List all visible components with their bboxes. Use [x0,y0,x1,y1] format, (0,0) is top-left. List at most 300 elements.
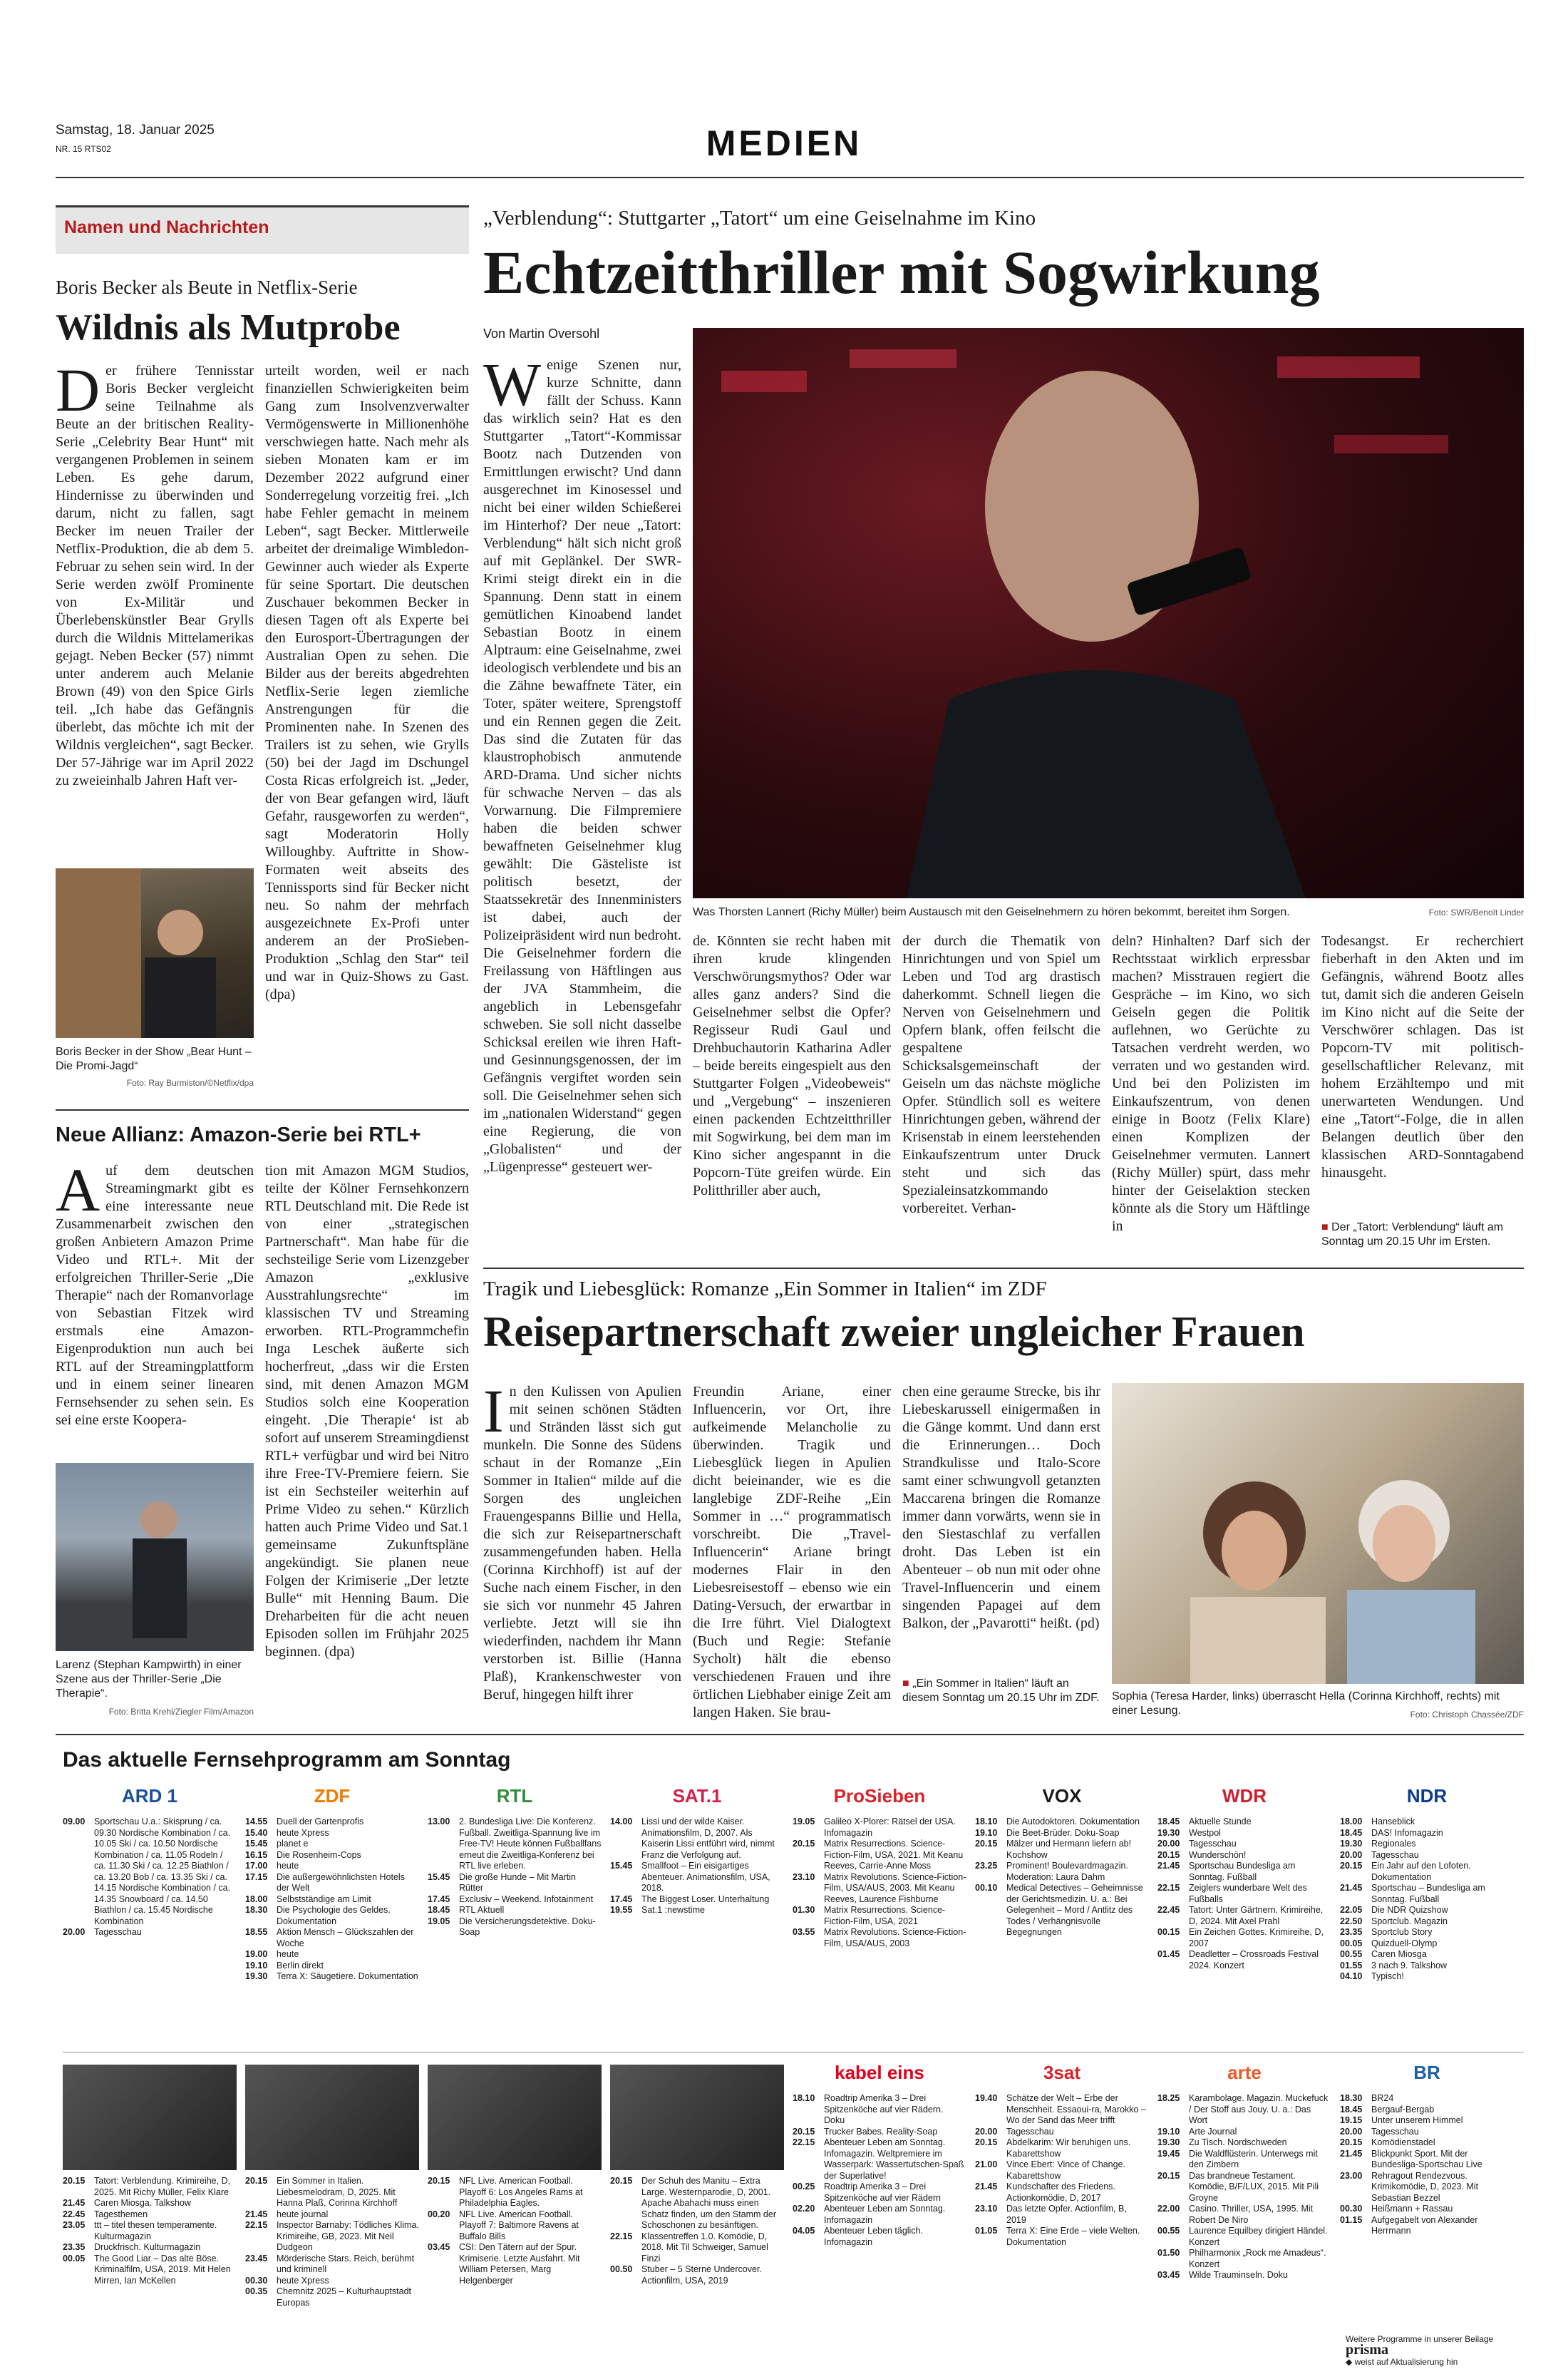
amazon-text-1: uf dem deutschen Streamingmarkt gibt es eine interessante neue Zusammenarbeit zwischen den großen Anbietern Amazon Prime Video und RTL+. Mit der erfolgreichen Thriller-Serie „Die Therapie“ nach der Romanvorlage von Sebastian Fitzek wird erstmals eine Amazon-Eigenproduktion nun auch bei RTL auf der Streamingplattform und in einem seiner linearen Fernsehsender zu sehen sein. Es sei eine erste Koopera- [56,1163,254,1428]
tv-listing-title: Das letzte Opfer. Actionfilm, B, 2019 [1006,2204,1127,2225]
tv-listing-row [428,2242,602,2286]
tv-listing-title: BR24 [1371,2093,1394,2103]
tv-listing-title: Typisch! [1371,1971,1404,1981]
tv-listing-title: Deadletter – Crossroads Festival 2024. Konzert [1189,1949,1319,1970]
tv-listing-time: 22.50 [1340,1916,1363,1926]
tv-listing-row [1157,2226,1331,2248]
tv-listing-title: Tagesschau [1006,2126,1054,2137]
tv-listing-time: 19.30 [1340,1839,1363,1849]
tv-listing-time: 23.10 [793,1871,815,1882]
header-rule [56,177,1524,178]
tv-listing-title: 2. Bundesliga Live: Die Konferenz. Fußball. Zweitliga-Spannung live im Free-TV! Heute können Fußballfans erneut die Zweitliga-Konferenz bei RTL live erleben. [459,1817,602,1871]
becker-kicker: Boris Becker als Beute in Netflix-Serie [56,277,358,298]
main-divider [483,1268,1524,1269]
tv-listing-row [1340,1961,1514,1972]
tv-listing-row [975,1828,1149,1839]
left-divider [56,1109,469,1111]
tv-listing-title: Unter unserem Himmel [1371,2115,1463,2125]
tv-listing-time: 23.35 [1340,1927,1363,1937]
tv-listing-row [1157,2127,1331,2138]
tv-listing-row [793,2204,966,2226]
sommer-photo-art [1112,1383,1524,1684]
becker-photo-art [56,868,254,1038]
tv-listing-row [1157,1817,1331,1828]
tv-listing-time: 00.20 [428,2209,450,2219]
tv-listing-row [1340,1905,1514,1916]
tatort-note: ■ Der „Tatort: Verblendung“ läuft am Sonntag um 20.15 Uhr im Ersten. [1321,1221,1504,1248]
tv-listing-row [1340,2171,1514,2204]
tv-listing-time: 21.45 [975,2182,998,2192]
tv-listing-row [63,1927,237,1938]
tv-listing-title: heute Xpress [277,1827,329,1838]
tatort-col-4 [1112,932,1310,1259]
tv-listing-row [610,1817,784,1861]
tv-listing-time: 18.10 [793,2093,815,2103]
tv-listing-time: 00.35 [245,2286,268,2296]
tv-listing-row [1340,2127,1514,2138]
section-title: MEDIEN [706,123,862,163]
tv-channel-column [975,2059,1149,2365]
tv-listing-row [245,1905,419,1927]
amazon-text-2: tion mit Amazon MGM Studios, teilte der Kölner Fernsehkonzern RTL Deutschland mit. Die Rede ist von einer „strategischen Partnerschaft“. Man habe für die sechsteilige Serie vom Lizenzgeber Amazon „exklusive Ausstrahlungsrechte“ im klassischen TV und Streaming erworben. RTL-Programmchefin Inga Leschek äußerte sich hocherfreut, „dass wir die Ersten sind, mit denen Amazon MGM Studios solch eine Kooperation eingeht. ‚Die Therapie‘ ist ab sofort auf unserem Streamingdienst RTL+ verfügbar und wird bei Nitro ihre Free-TV-Premiere feiern. Sie ist ein Sechsteiler weiterhin auf Prime Video zu sehen.“ Kürzlich hatten auch Prime Video und Sat.1 gemeinsame Zukunftspläne angekündigt. Sie planen neue Folgen der Krimiserie „Der letzte Bulle“ mit Henning Baum. Die Dreharbeiten für die acht neuen Episoden sollen im Frühjahr 2025 beginnen. (dpa) [265,1163,469,1660]
tv-listing-row [1340,2093,1514,2105]
tv-listing-title: Die Versicherungsdetektive. Doku-Soap [459,1916,596,1937]
tv-listing-row [428,1905,602,1916]
tv-listing-time: 19.30 [1157,2137,1180,2147]
tv-listing-row [245,2276,419,2287]
tv-listing-time: 20.00 [1340,2126,1363,2137]
tv-listing-title: Komödienstadel [1371,2137,1435,2147]
tv-listing-time: 21.00 [975,2159,998,2169]
tv-listing-row [245,1971,419,1983]
tv-listing-time: 15.45 [245,1839,268,1849]
tv-listing-row [245,2254,419,2276]
tv-listing-row [63,2220,237,2242]
tv-listing-time: 19.30 [1157,1827,1180,1838]
tatort-note-text: Der „Tatort: Verblendung“ läuft am Sonntag um 20.15 Uhr im Ersten. [1321,1221,1504,1248]
tv-listing-row [245,1850,419,1861]
tv-listing-title: Sportclub. Magazin [1371,1916,1448,1926]
tv-listing-row [245,1961,419,1972]
tv-listing-row [1157,2093,1331,2127]
tv-listing-title: Trucker Babes. Reality-Soap [824,2126,938,2137]
tv-listing-time: 00.05 [63,2253,86,2264]
tv-listing-row [1340,1883,1514,1905]
channel-logo: kabel eins [835,2062,924,2084]
tv-listing-title: Rehragout Rendezvous. Krimikomödie, D, 2023. Mit Sebastian Bezzel [1371,2170,1479,2203]
tv-listing-title: Blickpunkt Sport. Mit der Bundesliga-Sportschau Live [1371,2148,1482,2169]
tv-listing-row [975,2182,1149,2204]
tv-channel-column [245,2059,419,2365]
tv-channel-column [1340,1782,1514,2046]
tv-listing-title: Mörderische Stars. Reich, berühmt und kriminell [277,2253,415,2274]
tv-listing-time: 20.15 [793,2126,815,2137]
tv-listing-title: Wilde Trauminseln. Doku [1189,2270,1288,2280]
tv-listing-title: Ein Sommer in Italien. Liebesmelodram, D, 2025. Mit Hanna Plaß, Corinna Kirchhoff [277,2176,398,2208]
tatort-col-2 [693,932,891,1259]
tv-listing-time: 22.15 [793,2137,815,2147]
tv-listing-row [63,2254,237,2287]
tv-listing-time: 23.35 [63,2242,86,2252]
channel-logo: arte [1227,2062,1262,2084]
tv-listing-time: 18.45 [1340,1827,1363,1838]
channel-logo: RTL [496,1785,533,1807]
tv-listing-title: Tagesschau [1189,1839,1237,1849]
sommer-kicker: Tragik und Liebesglück: Romanze „Ein Sommer in Italien“ im ZDF [483,1278,1047,1300]
tv-listing-title: Matrix Resurrections. Science-Fiction-Film, USA, 2021 [824,1905,946,1926]
tv-listing-title: Zeiglers wunderbare Welt des Fußballs [1189,1883,1307,1904]
tv-listing-row [793,1817,966,1839]
tv-listing-time: 15.45 [428,1871,450,1882]
tv-listing-row [793,2226,966,2248]
tv-listing-title: heute journal [277,2209,329,2219]
tv-listing-title: Quizduell-Olymp [1371,1938,1438,1948]
tv-listing-row [610,2231,784,2265]
sommer-headline: Reisepartnerschaft zweier ungleicher Frauen [483,1308,1305,1355]
tv-listing-time: 19.30 [245,1971,268,1981]
tv-listing-title: Chemnitz 2025 – Kulturhauptstadt Europas [277,2286,412,2308]
tv-listing-row [793,1839,966,1872]
tv-listing-title: Philharmonix „Rock me Amadeus“. Konzert [1189,2248,1326,2269]
sommer-col-3 [902,1383,1100,1675]
tv-listing-row [1340,1916,1514,1928]
tatort-dropcap: W [483,356,542,418]
amazon-credit: Foto: Britta Krehl/Ziegler Film/Amazon [108,1707,254,1717]
tv-listing-row [1340,1828,1514,1839]
tv-channel-column [1157,1782,1331,2046]
becker-col-1 [56,362,254,860]
tv-listing-title: Das brandneue Testament. Komödie, B/F/LUX, 2015. Mit Pili Groyne [1189,2170,1319,2203]
tv-listing-time: 21.45 [1340,2148,1363,2159]
tv-listing-time: 20.00 [975,2126,998,2137]
tv-listing-title: The Good Liar – Das alte Böse. Kriminalfilm, USA, 2019. Mit Helen Mirren, Ian McKellen [94,2253,231,2286]
tv-listing-time: 19.10 [975,1827,998,1838]
tv-listing-title: Caren Miosga [1371,1949,1427,1959]
tv-listing-row [1340,1839,1514,1850]
tatort-author: Von Martin Oversohl [483,327,600,341]
sommer-photo [1112,1383,1524,1684]
tv-listing-time: 20.15 [245,2176,268,2186]
tv-listing-title: 3 nach 9. Talkshow [1371,1960,1448,1970]
tv-listing-title: Caren Miosga. Talkshow [94,2198,191,2208]
tv-listing-row [1157,1927,1331,1949]
tv-listing-row [428,2209,602,2243]
tv-listing-row [1340,1850,1514,1861]
tv-channel-column [793,2059,966,2365]
tv-listing-title: Wunderschön! [1189,1849,1247,1860]
tv-listing-title: Kundschafter des Friedens. Actionkomödie, D, 2017 [1006,2182,1115,2203]
tv-listing-title: Regionales [1371,1839,1416,1849]
tv-listing-time: 22.05 [1340,1905,1363,1915]
tv-listing-title: Abenteuer Leben am Sonntag. Infomagazin. Weltpremiere im Wasserpark: Wassertutschen-Spaß der Superlative! [824,2137,964,2181]
tv-listing-row [1340,2105,1514,2116]
tv-footer-note: ◆ weist auf Aktualisierung hin [1346,2357,1458,2367]
tv-listing-row [1340,2137,1514,2149]
tv-listing-title: Tagesthemen [94,2209,148,2219]
tv-listing-row [1157,2248,1331,2270]
tv-listing-title: Sportclub Story [1371,1927,1433,1937]
tv-listing-time: 23.10 [975,2204,998,2214]
tv-listing-title: Aktion Mensch – Glückszahlen der Woche [277,1927,414,1948]
tv-listing-time: 15.40 [245,1827,268,1838]
tv-listing-time: 20.15 [975,2137,998,2147]
tv-listing-row [245,2209,419,2221]
tv-still-photo [245,2065,419,2170]
tv-listing-title: Vince Ebert: Vince of Change. Kabarettshow [1006,2159,1126,2181]
tv-listing-row [1157,2137,1331,2149]
tv-listing-row [245,2176,419,2209]
tatort-text-3: der durch die Thematik von Hinrichtungen und von Spiel um Leben und Tod arg drastisch daherkommt. Schnell liegen die Nerven von Geiselnehmern und Opfern blank, offen feilscht die gespaltene Schicksalsgemeinschaft der Geiseln um das nächste mögliche Opfer. Stündlich soll es weitere Hinrichtungen geben, während der Krisenstab in einem leerstehenden Einkaufszentrum unter Druck steht und sich das Spezialeinsatzkommando vorbereitet. Verhan- [902,933,1100,1216]
tv-listing-title: Galileo X-Plorer: Rätsel der USA. Infomagazin [824,1817,956,1838]
tv-channel-column [610,1782,784,2046]
tv-listing-row [975,2127,1149,2138]
channel-logo: ProSieben [833,1785,926,1807]
tv-listing-row [245,2220,419,2254]
amazon-caption: Larenz (Stephan Kampwirth) in einer Szene aus der Thriller-Serie „Die Therapie“. [56,1659,242,1700]
tv-listing-title: Casino. Thriller, USA, 1995. Mit Robert De Niro [1189,2204,1314,2225]
tv-listing-row [1157,2149,1331,2171]
tv-listing-time: 22.00 [1157,2204,1180,2214]
tatort-col-3 [902,932,1100,1259]
tv-listing-row [245,1839,419,1850]
tv-listing-time: 18.45 [1157,1817,1180,1826]
tv-listing-time: 23.00 [1340,2170,1363,2181]
tv-listing-time: 18.45 [1340,2104,1363,2115]
amazon-dropcap: A [56,1162,100,1224]
tv-listing-title: Aufgegabelt von Alexander Herrmann [1371,2214,1478,2236]
tv-listing-row [793,2182,966,2204]
channel-logo: WDR [1222,1785,1267,1807]
tv-listing-time: 20.15 [975,1839,998,1849]
tv-listing-row [610,1861,784,1894]
tv-listing-time: 20.00 [1340,1849,1363,1860]
tv-listing-time: 04.05 [793,2226,815,2236]
tv-listing-row [610,1905,784,1916]
tv-listing-time: 20.15 [1157,2170,1180,2181]
tv-listing-title: Terra X: Säugetiere. Dokumentation [277,1971,418,1981]
tv-listing-title: Lissi und der wilde Kaiser. Animationsfilm, D, 2007. Als Kaiserin Lissi entführt wird, nimmt Franz die Verfolgung auf. [641,1817,775,1860]
tv-listing-time: 22.15 [610,2231,633,2241]
tv-listing-row [975,2137,1149,2159]
tv-listing-row [428,1817,602,1872]
tv-listing-row [1340,1817,1514,1828]
tv-footer-text: Weitere Programme in unserer Beilage [1346,2334,1494,2344]
tv-channel-column [610,2059,784,2365]
tv-listing-title: Bergauf-Bergab [1371,2104,1435,2115]
tv-listing-time: 03.45 [428,2242,450,2252]
tv-channel-column [975,1782,1149,2046]
tv-listing-row [1157,1905,1331,1927]
tv-listing-title: Tagesschau [1371,2126,1419,2137]
tv-still-photo [428,2065,602,2170]
news-box-header [56,205,469,254]
tv-listing-time: 19.10 [1157,2126,1180,2137]
tv-listing-title: Der Schuh des Manitu – Extra Large. Westernparodie, D, 2001. Apache Abahachi muss einen Schatz finden, um den Stamm der Schoschonen zu besänftigen. [641,2176,776,2230]
tv-listing-title: Zu Tisch. Nordschweden [1189,2137,1287,2147]
tv-listing-time: 18.45 [428,1905,450,1915]
tv-listing-time: 00.55 [1157,2226,1180,2236]
tv-listing-title: Medical Detectives – Geheimnisse der Gerichtsmedizin. U. a.: Bei Gelegenheit – Mord / Antlitz des Todes / Verhängnisvolle Begegnungen [1006,1883,1143,1937]
tatort-text-5: Todesangst. Er recherchiert fieberhaft in den Akten und im Gefängnis, während Bootz alles tut, damit sich die anderen Geiseln im Kino nicht auf die Seite der Verschwörer schlagen. Das ist Popcorn-TV mit politisch-gesellschaftlicher Relevanz, mit hohem Erzähltempo und mit unerwarteten Wendungen. Und eine „Tatort“-Folge, die in allen Belangen deutlich über den klassischen ARD-Sonntagabend hinausgeht. [1321,933,1524,1181]
tv-listing-title: Sportschau U.a.: Skisprung / ca. 09.30 Nordische Kombination / ca. 10.05 Ski / ca. 10.50 Nordische Kombination / ca. 11.05 Rodeln / ca. 11.30 Ski / ca. 12.25 Biathlon / ca. 13.20 Bob / ca. 13.35 Ski / ca. 14.15 Nordische Kombination / ca. 14.35 Snowboard / ca. 14.50 Biathlon / ca. 15.45 Nordische Kombination [94,1817,231,1926]
tatort-col-5 [1321,932,1524,1218]
tv-listing-row [245,1872,419,1894]
tv-listing-row [1340,1861,1514,1883]
tv-listing-time: 00.30 [1340,2204,1363,2214]
tv-listing-row [428,1872,602,1894]
tv-listing-time: 23.45 [245,2253,268,2264]
tv-listing-row [63,2242,237,2254]
sommer-note-text: „Ein Sommer in Italien“ läuft an diesem Sonntag um 20.15 Uhr im ZDF. [902,1677,1100,1704]
tv-listing-title: Ein Jahr auf den Lofoten. Dokumentation [1371,1861,1471,1882]
tv-listing-time: 09.00 [63,1817,86,1826]
tv-listing-title: Karambolage. Magazin. Muckefuck / Der Stoff aus Jouy. U. a.: Das Wort [1189,2093,1329,2125]
tv-listing-time: 18.30 [1340,2093,1363,2103]
tv-listing-title: Sportschau Bundesliga am Sonntag. Fußball [1189,1861,1296,1882]
tv-listing-title: Matrix Resurrections. Science-Fiction-Film, USA, 2021. Mit Keanu Reeves, Carrie-Anne Moss [824,1839,964,1871]
tv-listing-time: 18.30 [245,1905,268,1915]
tv-listing-row [245,1894,419,1906]
becker-credit: Foto: Ray Burmiston/©Netflix/dpa [126,1078,254,1088]
tv-listing-time: 18.00 [1340,1817,1363,1826]
tv-listing-row [975,2204,1149,2226]
tv-listing-row [1157,2204,1331,2226]
tv-listing-title: Terra X: Eine Erde – viele Welten. Dokumentation [1006,2226,1140,2247]
tv-listing-time: 22.15 [245,2220,268,2230]
tv-listing-title: Die Psychologie des Geldes. Dokumentation [277,1905,391,1926]
becker-photo [56,868,254,1038]
tv-listing-title: Die Waldflüsterin. Unterwegs mit den Zimbern [1189,2148,1318,2169]
tv-listing-time: 01.50 [1157,2248,1180,2258]
tv-listing-title: Die große Hunde – Mit Martin Rütter [459,1871,576,1893]
tv-listing-row [428,1894,602,1906]
tatort-text-4: deln? Hinhalten? Darf sich der Rechtsstaat wirklich erpressbar machen? Misstrauen regiert die Gespräche – im Kino, wo sich Geiseln gegen die Politik auflehnen, wo Gerüchte zu Tatsachen verdreht werden, wo verraten und wo gestanden wird. Und bei den Polizisten im Einkaufszentrum, von denen einige in Bootz (Felix Klare) einen Komplizen der Geiselnehmer vermuten. Lannert (Richy Müller) spürt, dass mehr hinter der Geiselaktion stecken könnte als die Story um Häftlinge in [1112,933,1310,1234]
tv-listing-time: 21.45 [245,2209,268,2219]
tv-listing-time: 21.45 [63,2198,86,2208]
tv-listing-row [793,2137,966,2182]
tv-listing-title: Roadtrip Amerika 3 – Drei Spitzenköche auf vier Rädern. Doku [824,2093,944,2125]
tv-listing-title: Tatort: Verblendung. Krimireihe, D, 2025. Mit Richy Müller, Felix Klare [94,2176,231,2197]
tv-listing-title: Arte Journal [1189,2126,1237,2137]
tv-listing-time: 03.55 [793,1927,815,1937]
tv-listing-title: Die Rosenheim-Cops [277,1849,361,1860]
tv-listing-time: 20.15 [610,2176,633,2186]
tv-listing-title: The Biggest Loser. Unterhaltung [641,1894,770,1904]
issue-date: Samstag, 18. Januar 2025 [56,123,215,138]
tv-listing-time: 00.10 [975,1883,998,1893]
tatort-headline: Echtzeitthriller mit Sogwirkung [483,238,1320,307]
tv-listing-row [1340,1949,1514,1961]
channel-logo: SAT.1 [672,1785,722,1807]
tv-listing-row [793,1927,966,1949]
tv-listing-title: NFL Live. American Football. Playoff 7: Baltimore Ravens at Buffalo Bills [459,2209,579,2241]
tv-listing-time: 20.15 [793,1839,815,1849]
tv-listing-row [245,1817,419,1828]
sommer-caption: Sophia (Teresa Harder, links) überrascht Hella (Corinna Kirchhoff, rechts) mit einer Lesung. [1112,1690,1500,1717]
tv-listing-row [975,2159,1149,2182]
tv-listing-time: 20.00 [63,1927,86,1937]
tv-listing-title: Die Autodoktoren. Dokumentation [1006,1817,1140,1826]
tv-listing-time: 16.15 [245,1849,268,1860]
tv-listing-row [975,1839,1149,1861]
tv-listing-title: ttt – titel thesen temperamente. Kulturmagazin [94,2220,217,2241]
tv-listing-time: 03.45 [1157,2270,1180,2280]
tv-listing-time: 14.00 [610,1817,633,1826]
tv-listing-time: 21.45 [1340,1883,1363,1893]
tv-listing-row [793,2093,966,2127]
tv-listing-time: 22.45 [63,2209,86,2219]
tv-listing-title: Die NDR Quizshow [1371,1905,1448,1915]
tv-listing-row [1157,1883,1331,1905]
tatort-photo-art [693,328,1524,898]
tv-listing-time: 17.45 [428,1894,450,1904]
tv-listing-row [975,2093,1149,2127]
tv-listing-time: 13.00 [428,1817,450,1826]
tv-listing-title: Sat.1 :newstime [641,1905,705,1915]
tv-listing-title: heute Xpress [277,2275,329,2286]
tv-listing-title: Heißmann + Rassau [1371,2204,1453,2214]
tv-listing-title: DAS! Infomagazin [1371,1827,1443,1838]
sommer-col-1 [483,1383,681,1724]
tv-listing-title: Abdelkarim: Wir beruhigen uns. Kabarettshow [1006,2137,1131,2159]
tv-channel-column [428,1782,602,2046]
tv-listing-title: heute [277,1949,299,1959]
tv-listing-time: 00.55 [1340,1949,1363,1959]
tv-channel-column [63,2059,237,2365]
tatort-text-1: enige Szenen nur, kurze Schnitte, dann fällt der Schuss. Kann das wirklich sein? Hat es den Stuttgarter „Tatort“-Kommissar Bootz nach Dutzenden von Ermittlungen erwischt? Und dann ausgerechnet im Kinosessel und nicht bei einer wilden Schießerei im Hinterhof? Der neue „Tatort: Verblendung“ hält sich nicht groß auf mit Geplänkel. Der SWR-Krimi steigt direkt ein in die Spannung. Denn statt in einem gemütlichen Kinoabend landet Sebastian Bootz in einem Alptraum: eine Geiselnahme, zwei ideologisch verblendete und bis an die Zähne bewaffnete Täter, ein Toter, später weitere, Sprengstoff und ein Rennen gegen die Zeit. Das sind die Zutaten für das klaustrophobisch anmutende ARD-Drama. Und sicher nichts für schwache Nerven – das als Vorwarnung. Die Filmpremiere haben die beiden schwer bewaffneten Geiselnehmer klug gewählt: Die Gästeliste ist politisch besetzt, der Staatssekretär des Innenministers ist dabei, auch der Polizeipräsident wird nun bedroht. Die Geiselnehmer fordern die Freilassung von Häftlingen aus der JVA Stammheim, die angeblich in Lebensgefahr schweben. Sie soll nicht dasselbe Schicksal ereilen wie ihren Haft- und Gesinnungsgenossen, der im Gefängnis vergiftet worden sein soll. Die Geiselnehmer sehen sich im „nationalen Widerstand“ gegen eine Regierung, die von „Globalisten“ und der „Lügenpresse“ gesteuert wer- [483,357,681,1175]
tv-listing-time: 23.25 [975,1861,998,1871]
tv-listing-row [63,2209,237,2221]
tv-listing-title: Die außergewöhnlichsten Hotels der Welt [277,1871,405,1893]
tv-listing-title: NFL Live. American Football. Playoff 6: Los Angeles Rams at Philadelphia Eagles. [459,2176,583,2208]
issue-edition: NR. 15 RTS02 [56,144,111,154]
tv-listing-row [793,1872,966,1906]
tv-listing-row [1157,2270,1331,2281]
tv-listing-time: 00.15 [1157,1927,1180,1937]
tv-listing-row [975,2226,1149,2248]
sommer-text-1: n den Kulissen von Apulien mit seinen schönen Städten und Stränden lässt sich gut munkeln. Die Sonne des Südens schaut in der Romanze „Ein Sommer in Italien“ milde auf die Sorgen des ungleichen Frauengespanns Billie und Hella, die sich zur Reisepartnerschaft zusammengefunden haben. Hella (Corinna Kirchhoff) ist auf der Suche nach einem Fischer, in den sie sich vor nunmehr 45 Jahren verliebte. Jetzt will sie ihn wiederfinden, nachdem ihr Mann verstorben ist. Billie (Hanna Plaß), Krankenschwester von Beruf, hingegen hilft ihrer [483,1384,681,1702]
tv-listing-title: Smallfoot – Ein eisigartiges Abenteuer. Animationsfilm, USA, 2018. [641,1861,770,1893]
tv-listing-title: Schätze der Welt – Erbe der Menschheit. Essaoui-ra, Marokko – Wo der Sand das Meer trifft [1006,2093,1146,2125]
tv-listing-row [1157,1850,1331,1861]
channel-logo: ARD 1 [121,1785,177,1807]
tv-listing-time: 20.15 [1340,1861,1363,1871]
tv-listing-time: 20.15 [1157,1849,1180,1860]
tv-listing-row [1340,1971,1514,1983]
tv-listing-row [975,1883,1149,1938]
tv-listing-title: Matrix Revolutions. Science-Fiction-Film, USA/AUS, 2003 [824,1927,966,1948]
tv-listing-time: 01.30 [793,1905,815,1915]
amazon-headline: Neue Allianz: Amazon-Serie bei RTL+ [56,1124,421,1146]
tv-listing-row [428,2176,602,2209]
tv-listing-title: Berlin direkt [277,1960,324,1970]
tv-listing-title: Abenteuer Leben täglich. Infomagazin [824,2226,923,2247]
tv-listing-row [1157,2171,1331,2204]
tv-listing-title: Mälzer und Hermann liefern ab! Kochshow [1006,1839,1132,1860]
tv-listing-title: Aktuelle Stunde [1189,1817,1252,1826]
becker-text-1: er frühere Tennisstar Boris Becker vergleicht seine Teilnahme als Beute an der britischen Reality-Serie „Celebrity Bear Hunt“ mit vergangenen Problemen in seinem Leben. Es gehe darum, Hindernisse zu überwinden und darum, nicht zu fallen, sagt Becker im neuen Trailer der Netflix-Produktion, die ab dem 5. Februar zu sehen sein wird. In der Serie werden zwölf Prominente von Ex-Militär und Überlebenskünstler Bear Grylls durch die Wildnis Mittelamerikas gejagt. Neben Becker (57) nimmt unter anderem auch Melanie Brown (49) von den Spice Girls teil. „Ich habe das Gefängnis überlebt, das möchte ich mit der Wildnis vergleichen“, sagt Becker. Der 57-Jährige war im April 2022 zu zweieinhalb Jahren Haft ver- [56,363,254,788]
tv-listing-title: Westpol [1189,1827,1221,1838]
amazon-col-2 [265,1162,469,1725]
tv-channel-column [793,1782,966,2046]
tv-listing-row [975,1817,1149,1828]
tv-listing-time: 20.00 [1157,1839,1180,1849]
tatort-photo [693,328,1524,898]
tv-channel-column [428,2059,602,2365]
tv-channel-column [245,1782,419,2046]
tv-listing-title: Tagesschau [94,1927,142,1937]
tv-listing-row [1340,2204,1514,2215]
